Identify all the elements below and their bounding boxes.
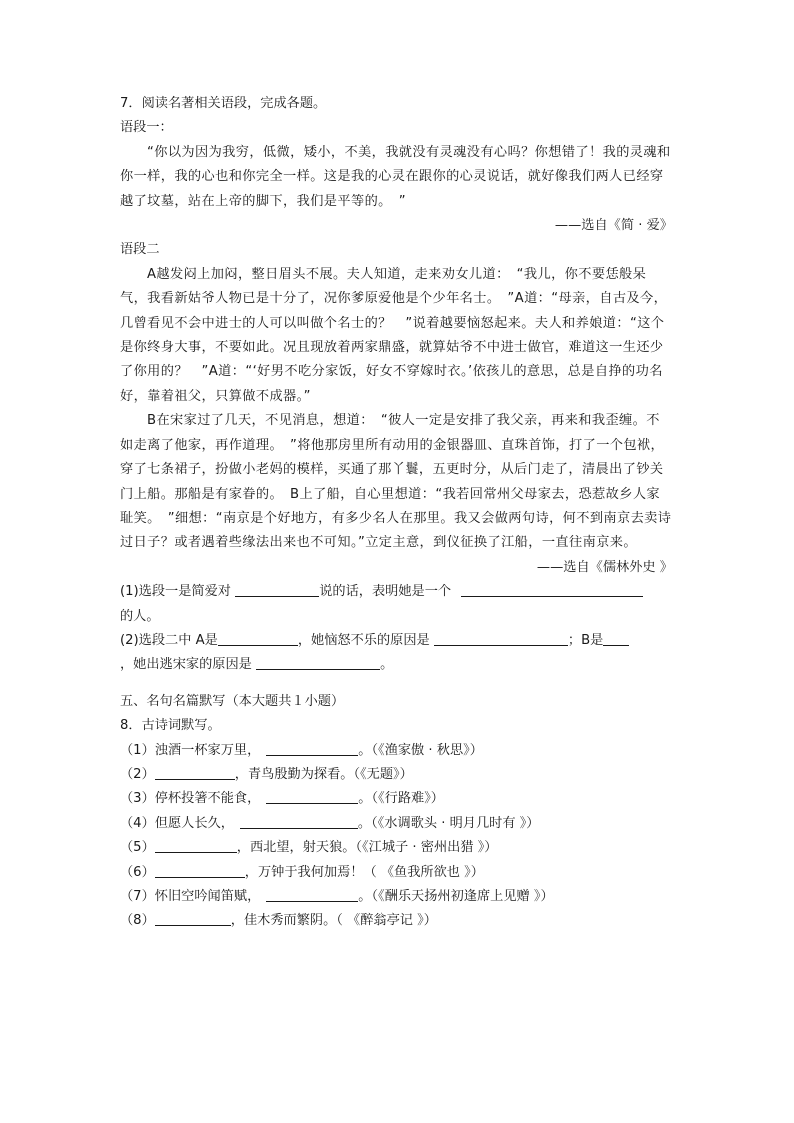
poem-item-continuation: 。（《渔家傲 · 秋思》） xyxy=(358,742,483,758)
poem-item-given-line: 停杯投箸不能食， xyxy=(154,791,261,807)
answer-blank[interactable] xyxy=(434,631,568,646)
poem-item-continuation: ，佳木秀而繁阴。（ 《醉翁亭记 》） xyxy=(230,913,437,929)
poem-item xyxy=(120,861,673,885)
answer-blank[interactable] xyxy=(461,582,643,597)
passage-2-label: 语段二 xyxy=(120,242,160,258)
answer-blank[interactable] xyxy=(266,741,358,756)
poem-item-number: （4） xyxy=(120,815,155,831)
passage-1-source: ——选自《简 · 爱》 xyxy=(554,218,673,234)
poem-list xyxy=(120,739,673,934)
passage-1-text: “你以为因为我穷，低微，矮小，不美，我就没有灵魂没有心吗？你想错了！我的灵魂和你一样，我的心也和你完全一样。这是我的心灵在跟你的心灵说话，就好像我们两人已经穿越了坟墓，站在上帝的脚下，我们是平等的。 ” xyxy=(120,144,671,209)
passage-2-source: ——选自《儒林外史 》 xyxy=(536,559,673,575)
poem-item-given-line: 但愿人长久， xyxy=(154,815,234,831)
sub-question-2-cont xyxy=(120,653,673,677)
question-7-title: 7．阅读名著相关语段，完成各题。 xyxy=(120,96,327,111)
sub-question-2-text-a: (2)选段二中 A是 xyxy=(120,632,218,648)
poem-item xyxy=(120,885,673,909)
poem-item-number: （8） xyxy=(120,913,155,929)
passage-2-text-a: A越发闷上加闷，整日眉头不展。夫人知道，走来劝女儿道： “我儿，你不要恁般呆气，我看新姑爷人物已是十分了，况你爹原爱他是个少年名士。 ”A道：“母亲，自古及今，几曾看见不会中进士的人可以叫做个名士的？ ”说着越要恼怒起来。夫人和养娘道：“这个是你终身大事，不要如此。况且现放着两家鼎盛，就算姑爷不中进士做官，难道这一生还少了你用的？ ”A道：“‘好男不吃分家饭，好女不穿嫁时衣。’依孩儿的意思，总是自挣的功名好，靠着祖父，只算做不成器。” xyxy=(120,266,668,404)
answer-blank[interactable] xyxy=(603,631,629,646)
poem-item-number: （2） xyxy=(120,766,155,782)
document-page xyxy=(120,92,673,934)
poem-item xyxy=(120,763,673,787)
answer-blank[interactable] xyxy=(155,911,231,926)
question-8-title: 8．古诗词默写。 xyxy=(120,718,221,734)
poem-item-continuation: ，西北望，射天狼。（《江城子 · 密州出猎 》） xyxy=(236,840,498,856)
poem-item-number: （1） xyxy=(120,742,155,758)
answer-blank[interactable] xyxy=(256,655,380,670)
section-5-title: 五、名句名篇默写（本大题共１小题） xyxy=(120,693,345,709)
sub-question-1-text-a: (1)选段一是简爱对 xyxy=(120,584,231,600)
poem-item xyxy=(120,739,673,763)
poem-item-number: （5） xyxy=(120,840,155,856)
answer-blank[interactable] xyxy=(266,789,358,804)
poem-item-continuation: ，万钟于我何加焉！（ 《鱼我所欲也 》） xyxy=(244,864,484,880)
answer-blank[interactable] xyxy=(235,582,319,597)
poem-item-continuation: 。（《酬乐天扬州初逢席上见赠 》） xyxy=(358,889,554,904)
poem-item-number: （3） xyxy=(120,791,155,807)
passage-1-label: 语段一： xyxy=(120,120,173,136)
passage-2-text-b: B在宋家过了几天，不见消息，想道： “彼人一定是安排了我父亲，再来和我歪缠。不如走离了他家，再作道理。 ”将他那房里所有动用的金银器皿、直珠首饰，打了一个包袱，穿了七条裙子，扮做小老妈的模样，买通了那丫鬟，五更时分，从后门走了，清晨出了钞关门上船。那船是有家眷的。 B上了船，自心里想道：“我若回常州父母家去，恐惹故乡人家耻笑。 ”细想：“南京是个好地方，有多少名人在那里。我又会做两句诗，何不到南京去卖诗过日子？或者遇着些缘法出来也不可知。”立定主意，到仪征换了江船，一直往南京来。 xyxy=(120,413,672,551)
poem-item-given-line: 浊酒一杯家万里， xyxy=(154,742,261,758)
poem-item xyxy=(120,787,673,811)
poem-item-continuation: ，青鸟殷勤为探看。（《无题》） xyxy=(234,766,413,782)
sub-question-2-text-d: ，她出逃宋家的原因是 xyxy=(120,657,252,673)
answer-blank[interactable] xyxy=(266,887,358,902)
answer-blank[interactable] xyxy=(240,814,358,829)
poem-item-continuation: 。（《行路难》） xyxy=(358,791,444,807)
poem-item xyxy=(120,909,673,933)
poem-item-number: （7） xyxy=(120,889,155,904)
sub-question-1 xyxy=(120,580,673,604)
answer-blank[interactable] xyxy=(155,765,235,780)
sub-question-1-cont: 的人。 xyxy=(120,608,160,624)
poem-item xyxy=(120,836,673,860)
poem-item-number: （6） xyxy=(120,864,155,880)
answer-blank[interactable] xyxy=(155,838,237,853)
sub-question-2 xyxy=(120,629,673,653)
sub-question-1-text-b: 说的话，表明她是一个 xyxy=(319,584,452,600)
answer-blank[interactable] xyxy=(218,631,298,646)
sub-question-2-text-e: 。 xyxy=(380,657,394,673)
poem-item xyxy=(120,812,673,836)
sub-question-2-text-b: ，她恼怒不乐的原因是 xyxy=(297,632,430,648)
sub-question-2-text-c: ；B是 xyxy=(567,632,604,648)
poem-item-continuation: 。（《水调歌头 · 明月几时有 》） xyxy=(357,815,540,831)
poem-item-given-line: 怀旧空吟闻笛赋， xyxy=(154,889,261,904)
answer-blank[interactable] xyxy=(155,863,245,878)
